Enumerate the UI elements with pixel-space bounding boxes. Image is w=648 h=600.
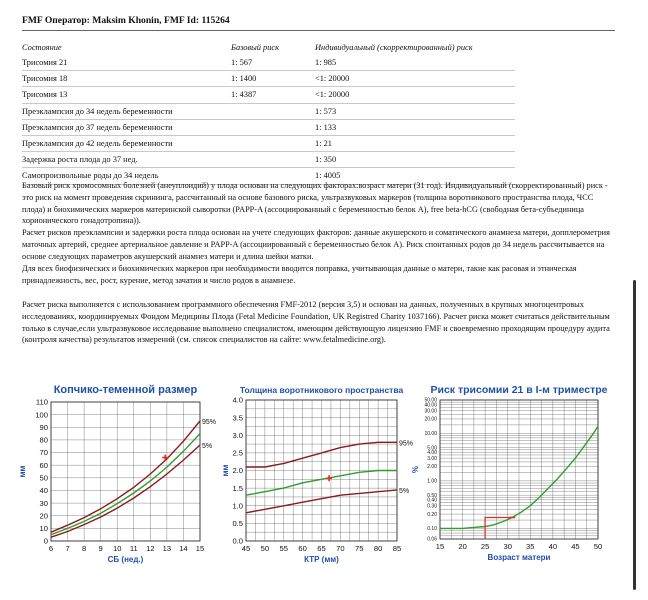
y-tick-label: 80 (39, 435, 48, 445)
x-tick-label: 35 (526, 542, 535, 551)
y-tick-label: 40 (39, 486, 48, 496)
y-tick-label: 110 (35, 397, 48, 407)
x-axis-label: СБ (нед.) (107, 555, 144, 564)
base-risk-paragraph: Базовый риск хромосомных болезней (анеуплоидий) у плода основан на следующих факторах:возраст матери (31 год). Индивидуальный (скорректированный) риск - это риск на момент проведения скрининга, рассчитанный на основе базового риска, ультразвуковых маркеров (толщина воротникового пространства плода, ЧСС плода) и биохимических маркеров материнской сыворотки (PAPP-A (ассоциированный с беременностью белок А), free beta-hCG (свободная бета-субъединица хорионического гонадотропина)). (22, 181, 608, 226)
y-tick-label: 4.00 (427, 449, 437, 456)
y-tick-label: 2.5 (232, 448, 243, 458)
individual-risk-cell: 1: 350 (315, 152, 515, 168)
table-row (22, 71, 515, 87)
table-row (22, 152, 515, 168)
base-risk-cell: 1: 4387 (231, 87, 315, 103)
series-line-0 (51, 421, 200, 532)
chart-title: Копчико-теменной размер (53, 384, 198, 396)
chart-grid (440, 400, 598, 539)
base-risk-cell (231, 135, 315, 151)
y-tick-label: 90 (39, 422, 48, 432)
table-row (22, 103, 515, 119)
condition-cell: Трисомия 21 (22, 55, 231, 71)
y-tick-label: 4.0 (232, 395, 243, 405)
y-tick-label: 100 (35, 410, 48, 420)
x-tick-label: 8 (81, 544, 87, 553)
x-tick-label: 50 (593, 542, 603, 551)
condition-cell: Трисомия 13 (22, 87, 231, 103)
x-axis-label: Возраст матери (487, 553, 551, 562)
table-row (22, 119, 515, 135)
col-individual-risk: Индивидуальный (скорректированный) риск (315, 43, 473, 52)
correction-paragraph: Для всех биофизических и биохимических маркеров при необходимости вводится поправка, учитывающая данные о матери, такие как расовая и этническая принадлежность, вес, рост, курение, метод зачатия и число родов в анамнезе. (22, 264, 577, 285)
individual-risk-cell: <1: 20000 (315, 71, 515, 87)
chart-title: Толщина воротникового пространства (239, 385, 404, 395)
nt-chart-svg (222, 378, 417, 568)
x-tick-label: 7 (65, 544, 70, 553)
software-paragraph: Расчет риска выполняется с использованием программного обеспечения FMF-2012 (версия 3,5) и основан на данных, полученных в крупных многоцентровых исследованиях, координируемых Фондом Медицины Плода (Fetal Medicine Foundation, UK Registred Charity 1037166). Расчет риска может считаться действительным только в случае,если ультразвуковое исследование выполнено специалистом, имеющим действующую лицензию FMF и своевременно проходящим процедуру аудита (контроля качества) результатов измерений (см. список специалистов на сайте: www.fetalmedicine.org). (22, 300, 610, 345)
x-tick-label: 45 (571, 542, 580, 551)
x-tick-label: 14 (179, 544, 188, 553)
y-tick-label: 20 (39, 511, 48, 521)
patient-marker (326, 475, 332, 481)
col-condition: Состояние (22, 43, 62, 52)
percentile-label: 5% (202, 442, 213, 450)
condition-cell: Преэклампсия до 37 недель беременности (22, 119, 231, 135)
individual-risk-cell: <1: 20000 (315, 87, 515, 103)
t21-risk-chart (413, 378, 613, 568)
y-tick-label: 50 (39, 473, 48, 483)
x-tick-label: 15 (435, 542, 445, 551)
percentile-label: 95% (202, 418, 217, 426)
y-tick-label: 40.00 (424, 402, 437, 409)
percentile-label: 95% (399, 440, 414, 448)
y-tick-label: 30 (39, 498, 48, 508)
x-tick-label: 55 (279, 544, 288, 553)
t21-risk-chart-svg (413, 378, 613, 568)
x-tick-label: 12 (146, 544, 155, 553)
condition-cell: Самопроизвольные роды до 34 недель (22, 168, 231, 184)
y-tick-label: 1.0 (232, 501, 243, 511)
table-row (22, 87, 515, 103)
y-tick-label: 0.0 (232, 536, 243, 546)
series-line-2 (51, 445, 200, 537)
y-tick-label: 30.00 (424, 408, 437, 415)
x-tick-label: 75 (355, 544, 364, 553)
table-row (22, 135, 515, 151)
individual-risk-cell: 1: 21 (315, 135, 515, 151)
individual-risk-cell: 1: 573 (315, 103, 515, 119)
individual-risk-cell: 1: 985 (315, 55, 515, 71)
y-tick-label: 5.00 (427, 445, 437, 452)
condition-cell: Преэклампсия до 34 недель беременности (22, 103, 231, 119)
condition-cell: Задержка роста плода до 37 нед. (22, 152, 231, 168)
x-tick-label: 70 (336, 544, 345, 553)
patient-marker (162, 455, 168, 461)
x-tick-label: 80 (373, 544, 383, 553)
chart-title: Риск трисомии 21 в I-м триместре (430, 384, 608, 396)
x-tick-label: 20 (458, 542, 467, 551)
y-tick-label: 60 (39, 460, 48, 470)
x-tick-label: 40 (548, 542, 558, 551)
chart-grid (51, 402, 200, 541)
crl-chart (18, 378, 223, 568)
x-tick-label: 45 (241, 544, 251, 553)
y-tick-label: 0.30 (427, 503, 437, 510)
header-divider (22, 30, 615, 31)
x-tick-label: 65 (317, 544, 326, 553)
y-tick-label: 0.40 (427, 497, 437, 504)
y-tick-label: 3.00 (427, 455, 437, 462)
scrollbar-thumb[interactable] (633, 280, 636, 590)
y-tick-label: 3.5 (232, 413, 243, 423)
x-tick-label: 85 (392, 544, 402, 553)
preeclampsia-paragraph: Расчет рисков преэклампсии и задержки роста плода основан на учете следующих факторов: данные акушерского и соматического анамнеза матери, допплерометрия маточных артерий, среднее артериальное давление и PAPP-A (ассоциированный с беременностью белок А). Риск спонтанных родов до 34 недель рассчитывается на основе следующих параметров акушерский анамнез матери и длина шейки матки. (22, 228, 610, 261)
y-axis-label: мм (221, 464, 230, 477)
y-tick-label: 0 (43, 536, 48, 546)
x-tick-label: 60 (298, 544, 307, 553)
y-tick-label: 50.00 (424, 397, 437, 404)
y-tick-label: 3.0 (232, 430, 243, 440)
x-tick-label: 6 (48, 544, 54, 553)
x-tick-label: 13 (162, 544, 172, 553)
y-tick-label: 70 (39, 448, 48, 458)
table-row (22, 55, 515, 71)
x-tick-label: 11 (129, 544, 138, 553)
percentile-label: 5% (399, 487, 410, 495)
y-tick-label: 0.06 (427, 536, 437, 543)
y-tick-label: 10.00 (424, 430, 437, 437)
y-tick-label: 1.00 (427, 478, 437, 485)
y-tick-label: 2.00 (427, 464, 437, 471)
nt-chart (222, 378, 417, 568)
y-tick-label: 10 (39, 524, 48, 534)
base-risk-cell: 1: 567 (231, 55, 315, 71)
risk-table (22, 40, 515, 185)
risk-table-header (22, 40, 515, 55)
plot-frame (51, 402, 200, 541)
base-risk-cell (231, 152, 315, 168)
y-tick-label: 1.5 (232, 483, 243, 493)
report-header: FMF Оператор: Maksim Khonin, FMF Id: 115264 (22, 15, 230, 26)
y-tick-label: 0.10 (427, 526, 437, 533)
y-axis-label: % (411, 465, 420, 474)
series-line-1 (51, 434, 200, 535)
y-tick-label: 2.0 (232, 466, 243, 476)
y-tick-label: 0.50 (427, 492, 437, 499)
condition-cell: Трисомия 18 (22, 71, 231, 87)
y-tick-label: 0.5 (232, 519, 243, 529)
individual-risk-cell: 1: 133 (315, 119, 515, 135)
individual-risk-cell: 1: 4005 (315, 168, 515, 184)
x-tick-label: 50 (260, 544, 270, 553)
x-tick-label: 9 (98, 544, 103, 553)
x-tick-label: 15 (195, 544, 205, 553)
base-risk-cell (231, 103, 315, 119)
y-tick-label: 0.20 (427, 511, 437, 518)
base-risk-cell: 1: 1400 (231, 71, 315, 87)
x-tick-label: 30 (503, 542, 512, 551)
base-risk-cell (231, 119, 315, 135)
condition-cell: Преэклампсия до 42 недель беременности (22, 135, 231, 151)
x-tick-label: 10 (112, 544, 122, 553)
x-axis-label: КТР (мм) (304, 555, 339, 564)
crl-chart-svg (18, 378, 223, 568)
x-tick-label: 25 (480, 542, 490, 551)
y-axis-label: мм (18, 465, 27, 478)
y-tick-label: 20.00 (424, 416, 437, 423)
col-base-risk: Базовый риск (231, 43, 280, 52)
